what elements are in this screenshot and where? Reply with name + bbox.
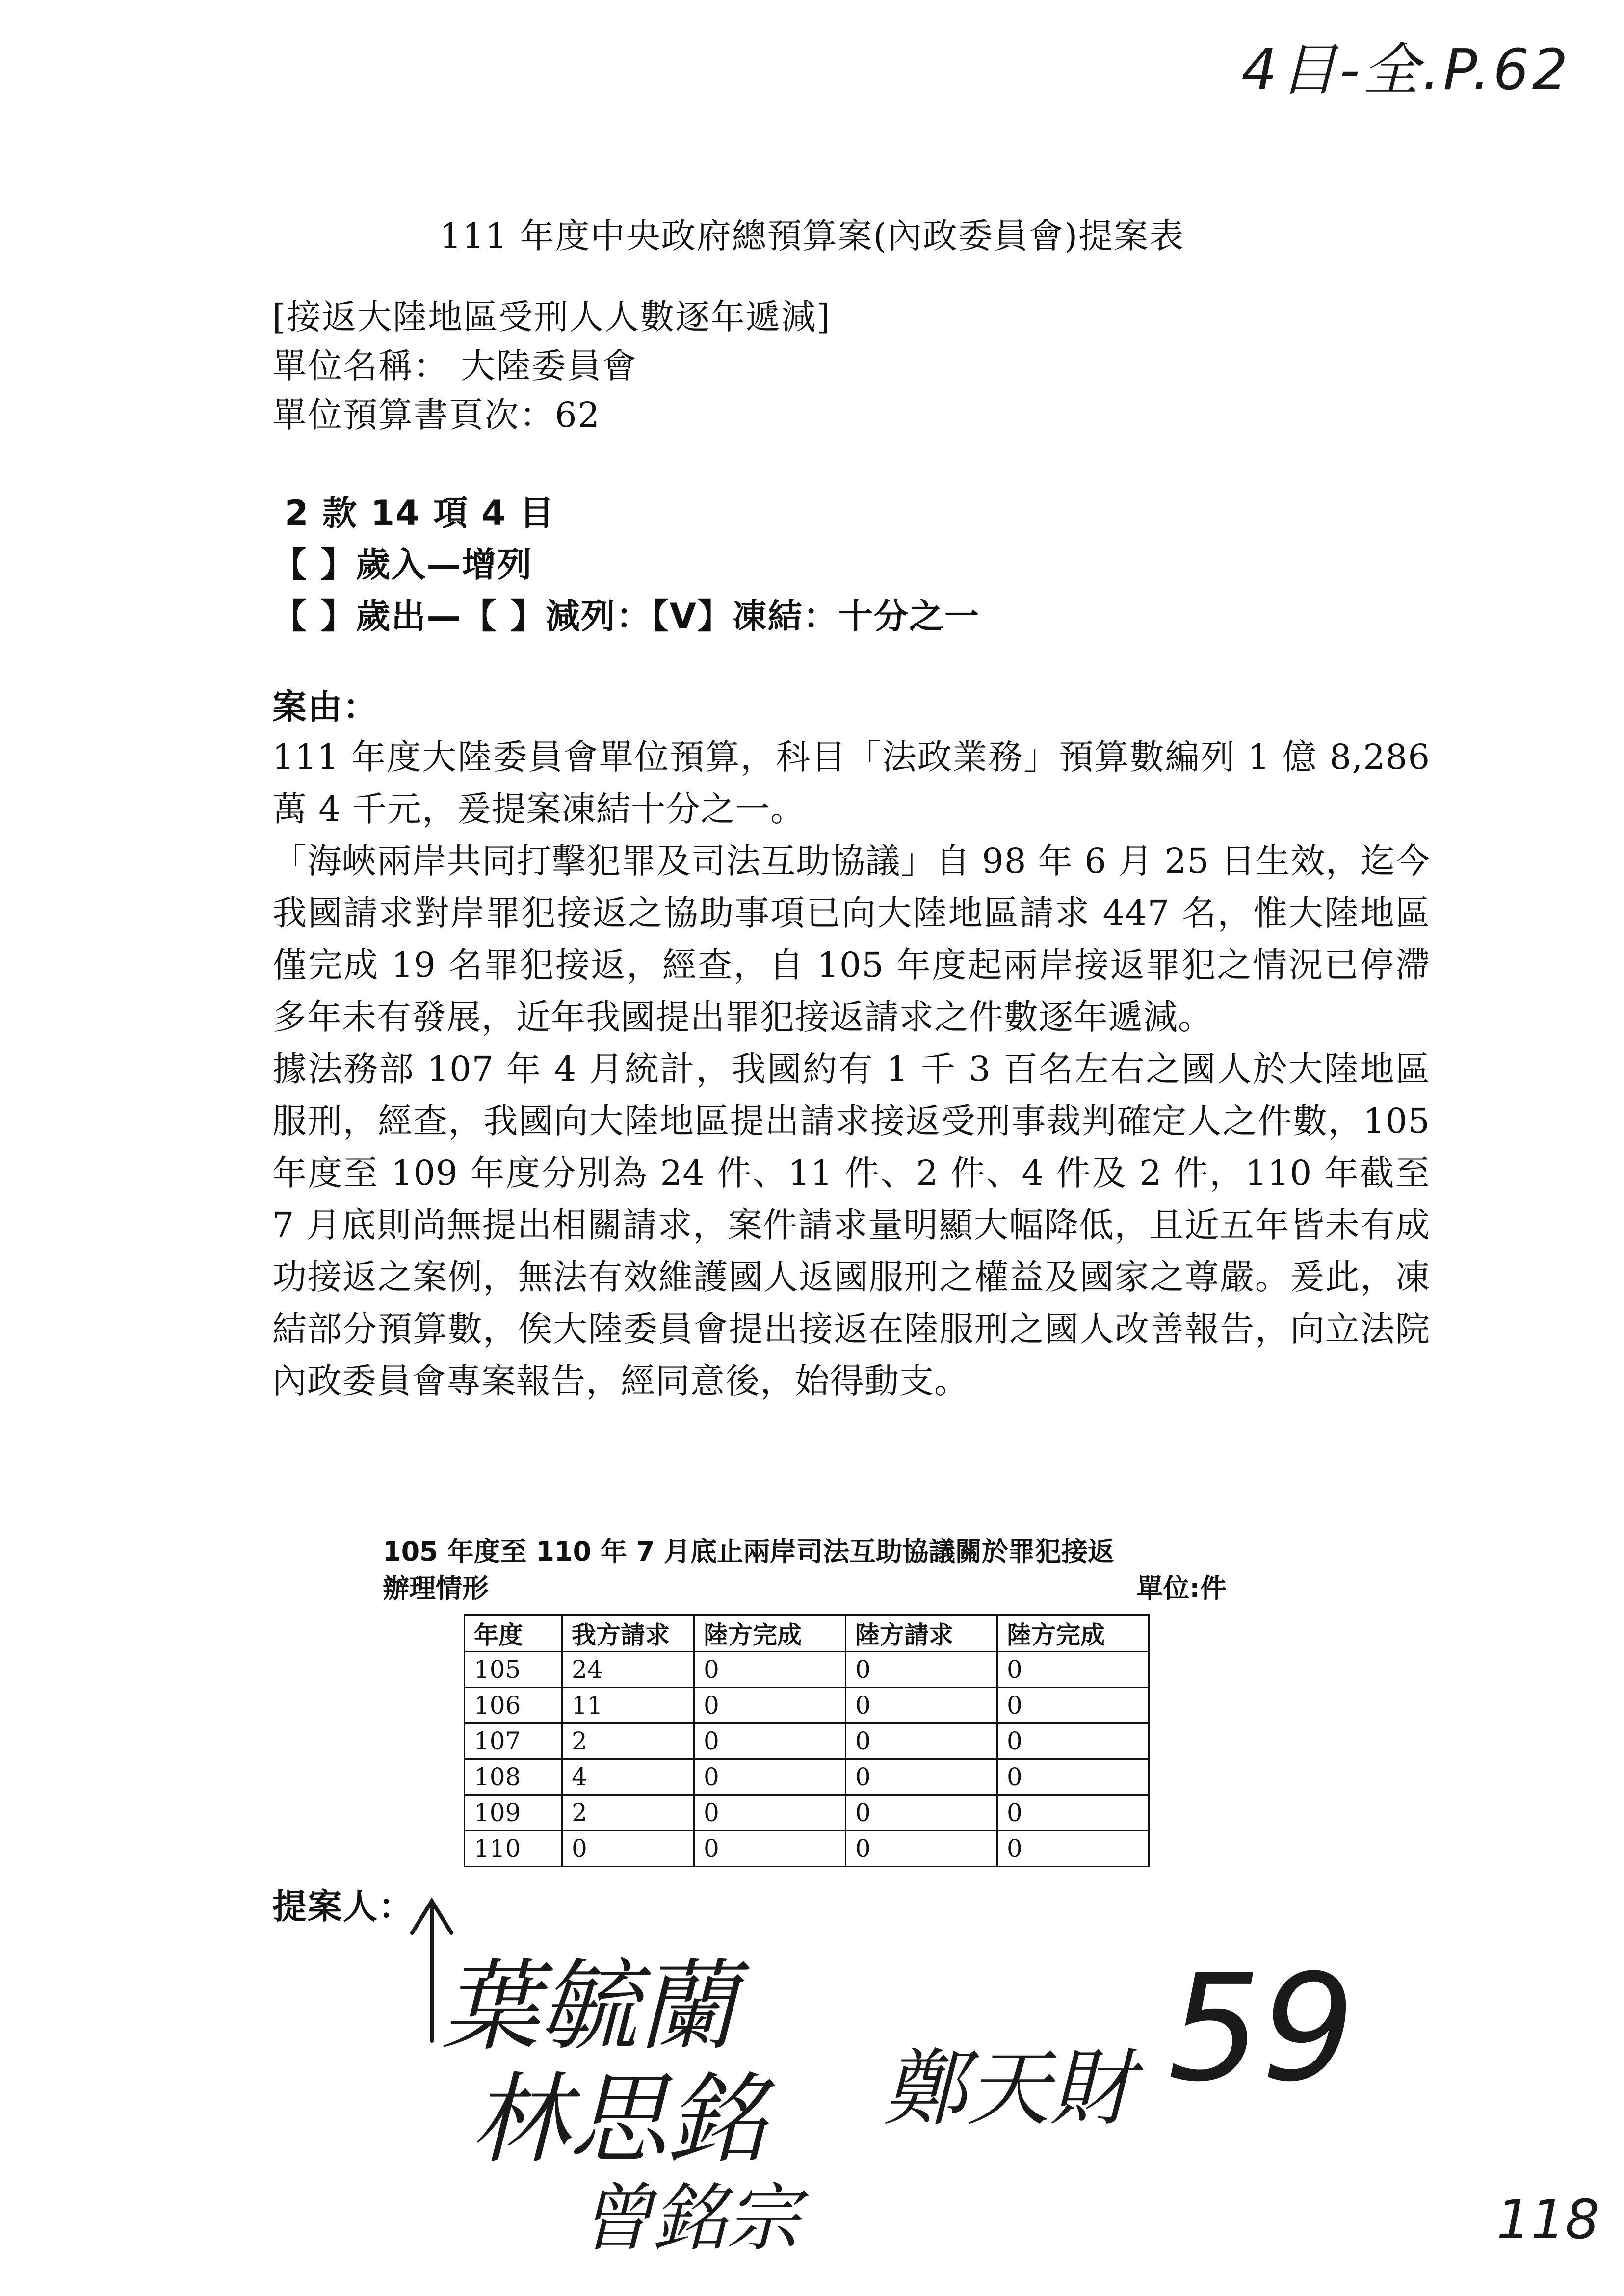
table-cell: 0 [694, 1723, 846, 1759]
handwritten-page-reference: 4目-全.P.62 [1241, 37, 1571, 103]
table-cell: 0 [846, 1723, 997, 1759]
table-unit-label: 單位:件 [1136, 1573, 1227, 1604]
table-cell: 2 [562, 1795, 694, 1831]
table-cell: 105 [465, 1652, 562, 1688]
table-cell: 0 [997, 1759, 1149, 1795]
table-cell: 0 [846, 1688, 997, 1723]
table-caption-subtitle: 辦理情形 [383, 1573, 489, 1604]
expenditure-freeze-line: 【 】歲出—【 】減列：【V】凍結：十分之一 [272, 596, 980, 636]
table-cell: 0 [846, 1652, 997, 1688]
table-cell: 109 [465, 1795, 562, 1831]
column-header-mainland-completed-a: 陸方完成 [694, 1615, 846, 1652]
table-cell: 0 [997, 1831, 1149, 1867]
table-cell: 110 [465, 1831, 562, 1867]
table-cell: 0 [694, 1759, 846, 1795]
table-cell: 2 [562, 1723, 694, 1759]
unit-name: 單位名稱： 大陸委員會 [272, 346, 638, 386]
table-cell: 0 [846, 1759, 997, 1795]
table-cell: 11 [562, 1688, 694, 1723]
table-caption-row-2 [383, 1567, 1227, 1605]
signature-2: 林思銘 [471, 2062, 766, 2177]
table-cell: 106 [465, 1688, 562, 1723]
budget-item-code: 2 款 14 項 4 目 [285, 493, 555, 533]
table-cell: 0 [562, 1831, 694, 1867]
revenue-increase-line: 【 】歲入—增列 [272, 545, 533, 585]
table-cell: 0 [694, 1688, 846, 1723]
column-header-our-request: 我方請求 [562, 1615, 694, 1652]
column-header-mainland-request: 陸方請求 [846, 1615, 997, 1652]
table-cell: 0 [846, 1831, 997, 1867]
table-cell: 0 [694, 1652, 846, 1688]
table-cell: 0 [694, 1795, 846, 1831]
table-cell: 24 [562, 1652, 694, 1688]
table-caption: 105 年度至 110 年 7 月底止兩岸司法互助協議關於罪犯接返 [383, 1536, 1115, 1567]
table-cell: 107 [465, 1723, 562, 1759]
table-row [465, 1831, 1149, 1867]
column-header-mainland-completed-b: 陸方完成 [997, 1615, 1149, 1652]
reason-paragraph-2: 「海峽兩岸共同打擊犯罪及司法互助協議」自 98 年 6 月 25 日生效，迄今我國請求對岸罪犯接返之協助事項已向大陸地區請求 447 名，惟大陸地區僅完成 19 名罪犯接返，經查，自 105 年度起兩岸接返罪犯之情況已停滯多年未有發展，近年我國提出罪犯接返請求之件數逐年遞減。 [272, 841, 1430, 1037]
document-title: 111 年度中央政府總預算案(內政委員會)提案表 [439, 216, 1185, 256]
proposer-label: 提案人： [272, 1886, 414, 1927]
column-header-year: 年度 [465, 1615, 562, 1652]
table-row [465, 1652, 1149, 1688]
reason-paragraph-1: 111 年度大陸委員會單位預算，科目「法政業務」預算數編列 1 億 8,286 萬 4 千元，爰提案凍結十分之一。 [272, 737, 1430, 829]
table-row [465, 1759, 1149, 1795]
reason-paragraph-3: 據法務部 107 年 4 月統計，我國約有 1 千 3 百名左右之國人於大陸地區服刑，經查，我國向大陸地區提出請求接返受刑事裁判確定人之件數，105 年度至 109 年度分別為 24 件、11 件、2 件、4 件及 2 件，110 年截至 7 月底則尚無提出相關請求，案件請求量明顯大幅降低，且近五年皆未有成功接返之案例，無法有效維護國人返國服刑之權益及國家之尊嚴。爰此，凍結部分預算數，俟大陸委員會提出接返在陸服刑之國人改善報告，向立法院內政委員會專案報告，經同意後，始得動支。 [272, 1049, 1430, 1401]
table-cell: 0 [846, 1795, 997, 1831]
signature-4: 鄭天財 [883, 2040, 1134, 2138]
signature-3: 曾銘宗 [579, 2176, 800, 2261]
table-header-row [465, 1615, 1149, 1652]
table-cell: 0 [997, 1723, 1149, 1759]
unit-budget-page: 單位預算書頁次：62 [272, 395, 601, 435]
table-row [465, 1723, 1149, 1759]
table-row [465, 1688, 1149, 1723]
table-cell: 0 [694, 1831, 846, 1867]
table-cell: 0 [997, 1688, 1149, 1723]
reason-body [272, 731, 1430, 1407]
table-row [465, 1795, 1149, 1831]
table-cell: 0 [997, 1652, 1149, 1688]
table-cell: 4 [562, 1759, 694, 1795]
signature-1: 葉毓蘭 [442, 1950, 736, 2064]
table-cell: 108 [465, 1759, 562, 1795]
proposal-subject: [接返大陸地區受刑人人數逐年遞減] [272, 297, 831, 337]
reason-label: 案由： [272, 687, 378, 727]
signature-number: 59 [1168, 1943, 1355, 2114]
repatriation-statistics-table [464, 1614, 1150, 1867]
table-cell: 0 [997, 1795, 1149, 1831]
handwritten-page-number: 118 [1496, 2188, 1599, 2251]
